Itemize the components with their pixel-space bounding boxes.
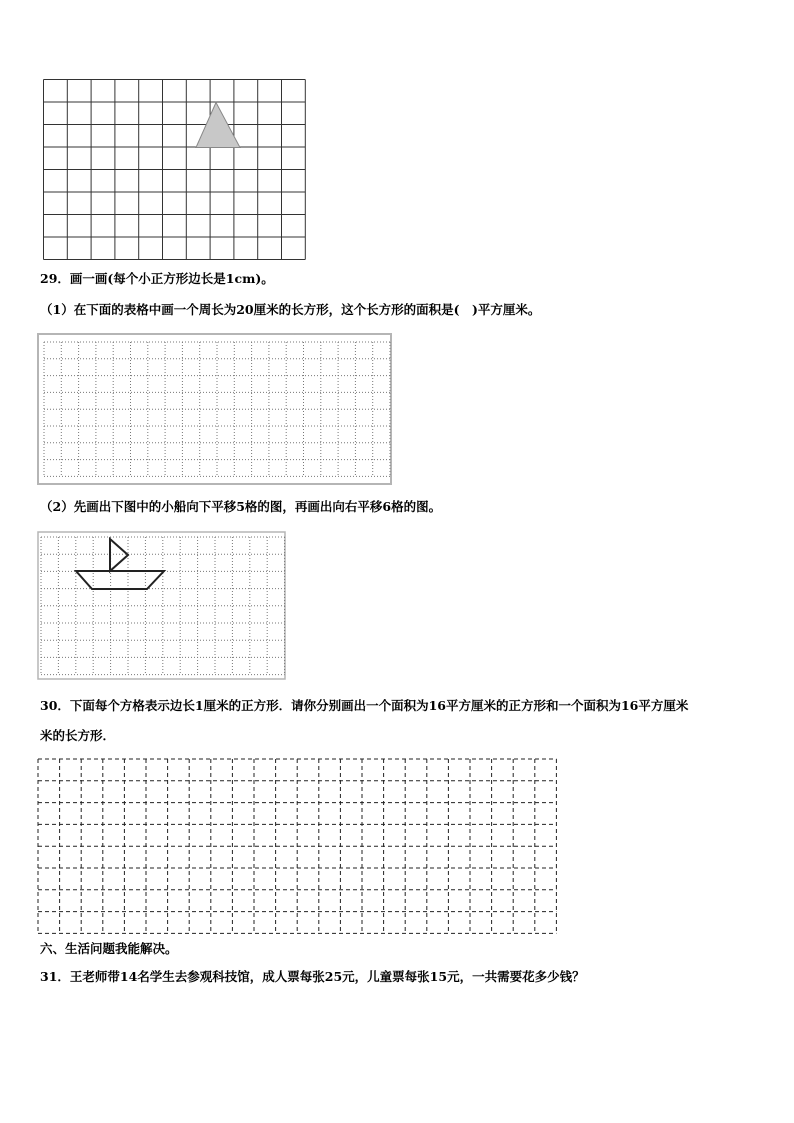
q31-text: 31．王老师带14名学生去参观科技馆，成人票每张25元，儿童票每张15元，一共需要花多少钱？ [40,969,585,984]
boat-sail [110,539,128,571]
triangle-grid-figure [42,78,308,262]
section6-heading: 六、生活问题我能解决。 [40,941,178,956]
q29-part2: （2）先画出下图中的小船向下平移5格的图，再画出向右平移6格的图。 [40,499,442,514]
solid-grid [42,78,308,262]
q29-part1: （1）在下面的表格中画一个周长为20厘米的长方形，这个长方形的面积是( )平方厘米。 [40,302,541,317]
area-drawing-grid [36,757,558,935]
q30-line2: 米的长方形． [40,728,116,743]
boat-grid-figure [37,531,287,681]
dotted-grid [37,333,393,485]
q29-title: 29．画一画(每个小正方形边长是1cm)。 [40,271,274,286]
rectangle-drawing-grid [37,333,393,485]
dashed-grid [36,757,558,935]
boat-hull [76,571,164,589]
q30-line1: 30．下面每个方格表示边长1厘米的正方形．请你分别画出一个面积为16平方厘米的正方形和一个面积为16平方厘米 [40,698,689,713]
boat-grid [37,531,287,681]
